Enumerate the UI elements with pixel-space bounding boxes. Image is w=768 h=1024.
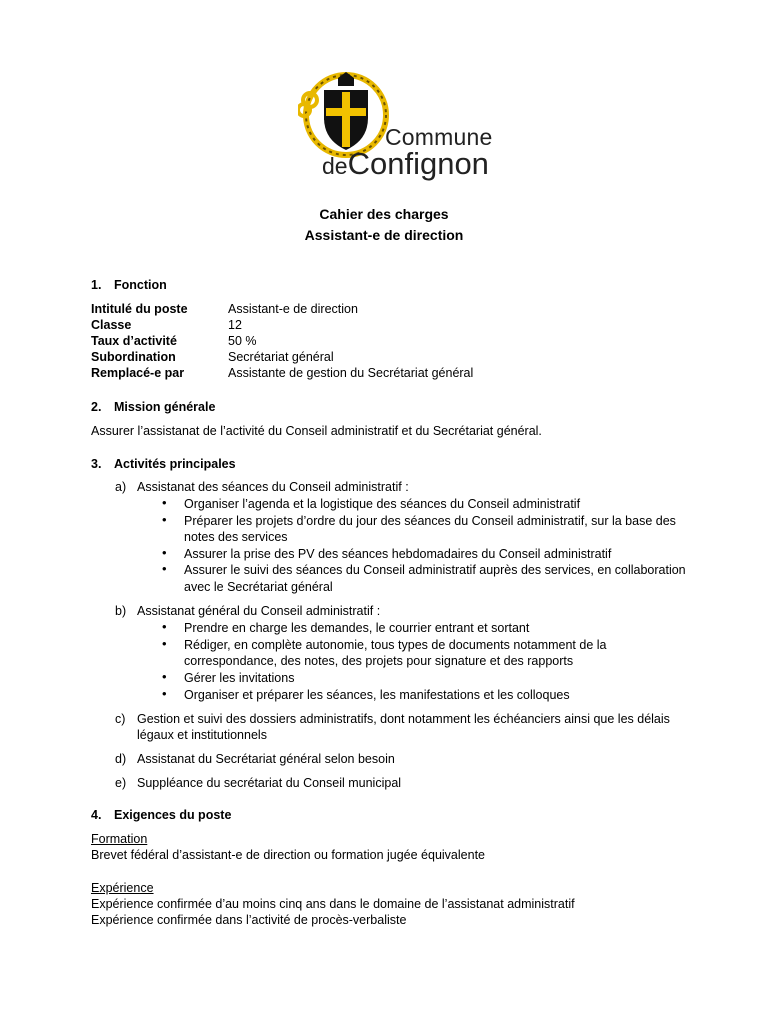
formation-text: Brevet fédéral d’assistant-e de direction ou formation jugée équivalente [91,848,485,862]
bullet-icon: • [162,512,167,527]
doc-title-line2: Assistant-e de direction [304,227,464,243]
bullet-text: notes des services [184,530,288,544]
field-value: Assistante de gestion du Secrétariat général [228,366,474,380]
field-label: Subordination [91,350,176,364]
item-letter: b) [115,604,127,618]
bullet-text: Rédiger, en complète autonomie, tous types de documents notamment de la [184,638,607,652]
item-letter: a) [115,480,127,494]
section2-title: Mission générale [114,400,216,414]
field-value: 12 [228,318,242,332]
section3-title: Activités principales [114,457,236,471]
experience-text: Expérience confirmée dans l’activité de procès-verbaliste [91,913,407,927]
org-name-line1: Commune [385,124,493,150]
org-name-main: Confignon [347,146,489,181]
org-name-prefix: de [322,153,348,179]
bullet-icon: • [162,619,167,634]
bullet-text: Assurer la prise des PV des séances hebdomadaires du Conseil administratif [184,547,612,561]
item-text: légaux et institutionnels [137,728,267,742]
bullet-icon: • [162,495,167,510]
item-text: Suppléance du secrétariat du Conseil municipal [137,776,402,790]
section3-number: 3. [91,457,102,471]
bullet-text: correspondance, des notes, des projets pour signature et des rapports [184,654,574,668]
experience-label: Expérience [91,881,154,895]
bullet-text: Organiser l’agenda et la logistique des séances du Conseil administratif [184,497,581,511]
bullet-icon: • [162,669,167,684]
section2-number: 2. [91,400,102,414]
section1-number: 1. [91,278,102,292]
bullet-text: avec le Secrétariat général [184,580,333,594]
field-value: Secrétariat général [228,350,334,364]
field-label: Taux d’activité [91,334,177,348]
bullet-text: Organiser et préparer les séances, les manifestations et les colloques [184,688,570,702]
bullet-icon: • [162,545,167,560]
section4-title: Exigences du poste [114,808,232,822]
org-name-line2 [322,146,489,182]
section1-title: Fonction [114,278,167,292]
bullet-icon: • [162,561,167,576]
item-letter: e) [115,776,127,790]
formation-label: Formation [91,832,148,846]
bullet-text: Assurer le suivi des séances du Conseil administratif auprès des services, en collaboration [184,563,686,577]
bullet-text: Préparer les projets d’ordre du jour des séances du Conseil administratif, sur la base des [184,514,676,528]
item-text: Assistanat général du Conseil administratif : [137,604,381,618]
field-label: Remplacé-e par [91,366,185,380]
mission-text: Assurer l’assistanat de l’activité du Conseil administratif et du Secrétariat général. [91,424,542,438]
field-label: Classe [91,318,132,332]
experience-text: Expérience confirmée d’au moins cinq ans dans le domaine de l’assistanat administratif [91,897,575,911]
field-label: Intitulé du poste [91,302,188,316]
doc-title-line1: Cahier des charges [319,206,449,222]
item-letter: d) [115,752,127,766]
field-value: 50 % [228,334,257,348]
section4-number: 4. [91,808,102,822]
bullet-icon: • [162,636,167,651]
bullet-text: Gérer les invitations [184,671,295,685]
item-text: Assistanat du Secrétariat général selon besoin [137,752,395,766]
item-text: Assistanat des séances du Conseil administratif : [137,480,409,494]
bullet-text: Prendre en charge les demandes, le courrier entrant et sortant [184,621,530,635]
bullet-icon: • [162,686,167,701]
item-letter: c) [115,712,126,726]
item-text: Gestion et suivi des dossiers administratifs, dont notamment les échéanciers ainsi que les délais [137,712,670,726]
field-value: Assistant-e de direction [228,302,358,316]
